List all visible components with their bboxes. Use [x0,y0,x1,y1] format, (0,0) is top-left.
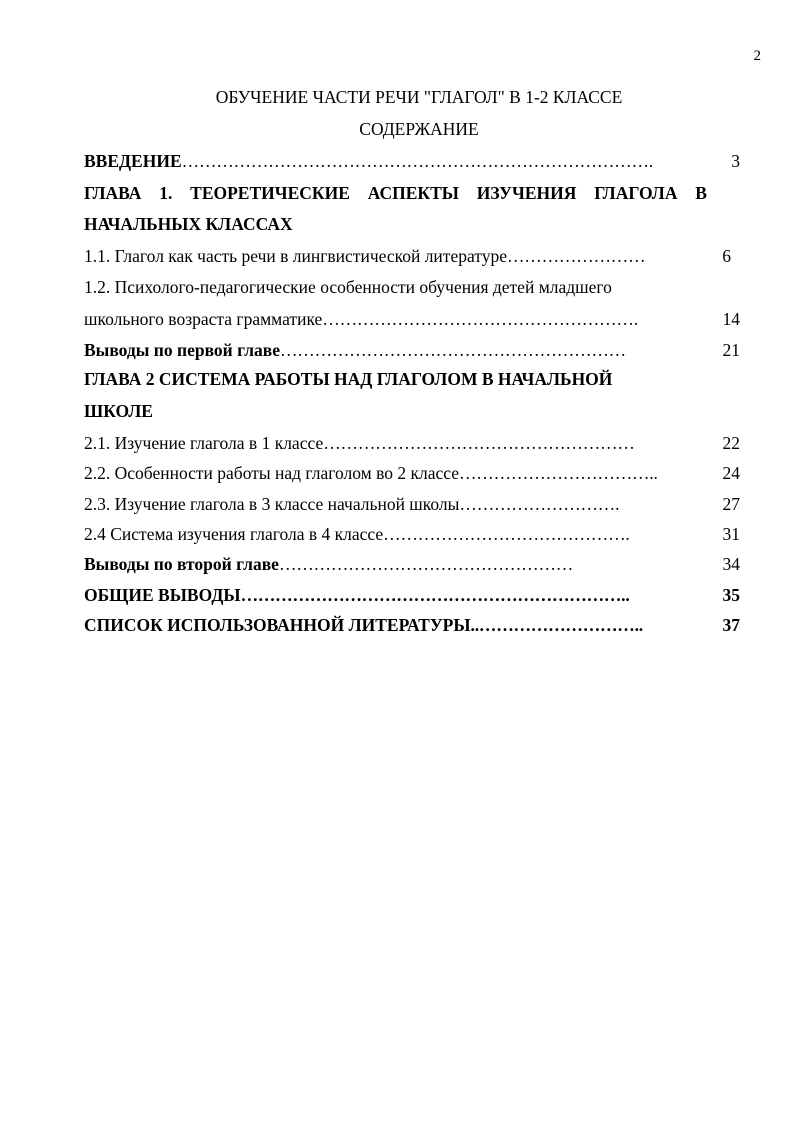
chapter-word: 1. [159,183,173,203]
page-number: 2 [753,48,761,64]
toc-page-ref: 35 [722,585,740,605]
toc-chapter-2-heading[interactable]: ГЛАВА 2 СИСТЕМА РАБОТЫ НАД ГЛАГОЛОМ В НАЧАЛЬНОЙ [84,369,613,389]
toc-entry-conclusions-2[interactable] [84,553,573,575]
toc-leader-dots: …………………………………………………… [279,340,626,360]
chapter-word: В [695,183,707,203]
toc-leader-dots: …………………………….. [459,463,658,483]
toc-page-ref: 31 [722,524,740,544]
toc-leader-dots: ………………………………………………………………………. [181,151,653,171]
toc-leader-dots: ………………………………………………. [322,309,638,329]
toc-entry-1-1[interactable] [84,245,645,267]
toc-entry-label: ВВЕДЕНИЕ [84,151,182,171]
toc-page-ref: 24 [722,463,740,483]
toc-leader-dots: …………………………………………… [278,554,574,574]
toc-entry-bibliography[interactable] [84,614,643,636]
toc-page-ref: 27 [722,494,740,514]
toc-leader-dots: ………………………………………………………….. [240,585,630,605]
toc-page-ref: 6 [722,246,731,266]
toc-entry-label: ОБЩИЕ ВЫВОДЫ [84,585,241,605]
chapter-word: АСПЕКТЫ [367,183,459,203]
toc-entry-2-2[interactable] [84,462,658,484]
toc-entry-general-conclusions[interactable] [84,584,630,606]
toc-page-ref: 37 [722,615,740,635]
toc-entry-label: школьного возраста грамматике [84,309,323,329]
toc-entry-intro[interactable] [84,150,653,172]
toc-leader-dots: ..……………………….. [470,615,643,635]
toc-entry-label: 2.4 Система изучения глагола в 4 классе [84,524,384,544]
toc-entry-label: Выводы по первой главе [84,340,280,360]
toc-entry-1-2[interactable] [84,276,612,298]
toc-entry-label: 2.1. Изучение глагола в 1 классе [84,433,324,453]
toc-entry-2-1[interactable] [84,432,635,454]
toc-entry-2-3[interactable] [84,493,619,515]
toc-leader-dots: ……………………………………………… [323,433,635,453]
toc-entry-conclusions-1[interactable] [84,339,626,361]
chapter-word: ГЛАГОЛА [594,183,678,203]
toc-chapter-2-heading-cont: ШКОЛЕ [84,401,153,421]
toc-page-ref: 3 [731,151,740,171]
chapter-word: ИЗУЧЕНИЯ [476,183,577,203]
toc-leader-dots: ……………………………………. [383,524,630,544]
toc-page-ref: 22 [722,433,740,453]
toc-entry-label: СПИСОК ИСПОЛЬЗОВАННОЙ ЛИТЕРАТУРЫ [84,615,471,635]
toc-chapter-1-heading-cont: НАЧАЛЬНЫХ КЛАССАХ [84,214,293,234]
toc-entry-2-4[interactable] [84,523,630,545]
toc-page-ref: 34 [722,554,740,574]
toc-entry-label: 2.2. Особенности работы над глаголом во 2 классе [84,463,459,483]
toc-entry-1-2-cont[interactable] [84,308,638,330]
chapter-word: ТЕОРЕТИЧЕСКИЕ [190,183,350,203]
toc-leader-dots: ………………………. [459,494,620,514]
toc-heading: СОДЕРЖАНИЕ [359,119,479,139]
toc-page-ref: 14 [722,309,740,329]
toc-entry-label: Выводы по второй главе [84,554,279,574]
document-title: ОБУЧЕНИЕ ЧАСТИ РЕЧИ "ГЛАГОЛ" В 1-2 КЛАССЕ [215,87,623,107]
toc-entry-label: 2.3. Изучение глагола в 3 классе начальной школы [84,494,460,514]
toc-leader-dots: …………………… [506,246,646,266]
toc-chapter-1-heading[interactable] [84,182,707,204]
toc-entry-label: 1.2. Психолого-педагогические особенности обучения детей младшего [84,277,612,297]
toc-entry-label: 1.1. Глагол как часть речи в лингвистической литературе [84,246,507,266]
toc-page-ref: 21 [722,340,740,360]
chapter-word: ГЛАВА [84,183,142,203]
